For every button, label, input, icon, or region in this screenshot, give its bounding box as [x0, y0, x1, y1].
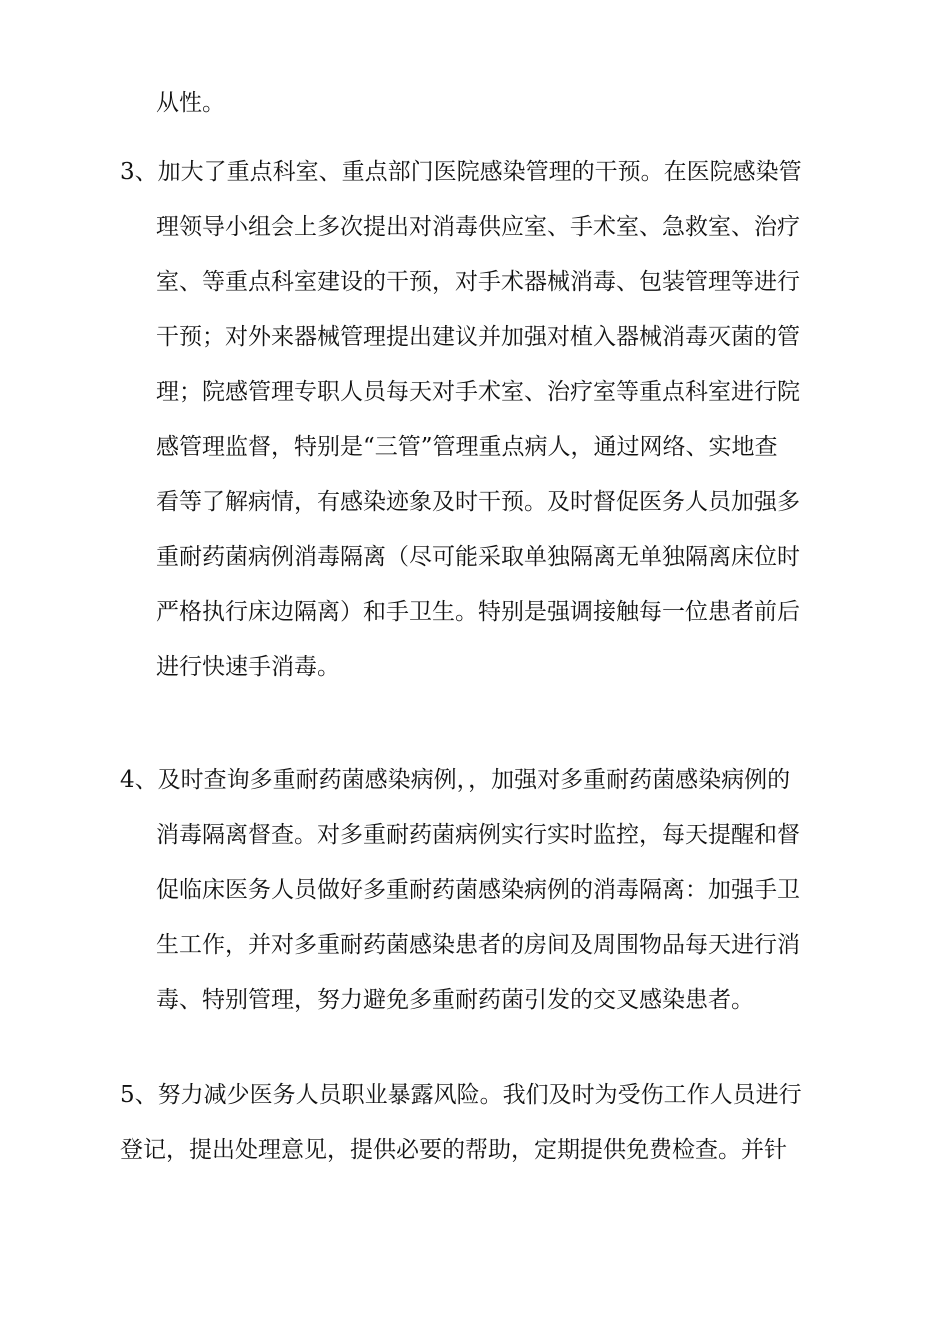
paragraph-4-line: 消毒隔离督查。对多重耐药菌病例实行实时监控，每天提醒和督 [156, 822, 800, 848]
paragraph-5-line: 登记，提出处理意见，提供必要的帮助，定期提供免费检查。并针 [120, 1137, 787, 1163]
paragraph-3-line: 看等了解病情，有感染迹象及时干预。及时督促医务人员加强多 [156, 489, 800, 515]
paragraph-3-line: 干预；对外来器械管理提出建议并加强对植入器械消毒灭菌的管 [156, 324, 800, 350]
paragraph-3-line: 感管理监督，特别是“三管”管理重点病人，通过网络、实地查 [156, 434, 778, 460]
paragraph-3-line: 理；院感管理专职人员每天对手术室、治疗室等重点科室进行院 [156, 379, 800, 405]
paragraph-3-line: 重耐药菌病例消毒隔离（尽可能采取单独隔离无单独隔离床位时 [156, 544, 800, 570]
paragraph-3-line: 3、加大了重点科室、重点部门医院感染管理的干预。在医院感染管 [120, 159, 802, 185]
paragraph-4-line: 生工作，并对多重耐药菌感染患者的房间及周围物品每天进行消 [156, 932, 800, 958]
paragraph-3-line: 室、等重点科室建设的干预，对手术器械消毒、包装管理等进行 [156, 269, 800, 295]
paragraph-4-line: 促临床医务人员做好多重耐药菌感染病例的消毒隔离：加强手卫 [156, 877, 800, 903]
paragraph-4-line: 4、及时查询多重耐药菌感染病例，，加强对多重耐药菌感染病例的 [120, 767, 791, 793]
paragraph-3-line: 严格执行床边隔离）和手卫生。特别是强调接触每一位患者前后 [156, 599, 800, 625]
paragraph-3-line: 进行快速手消毒。 [156, 654, 340, 680]
text-line: 从性。 [156, 90, 225, 116]
paragraph-4-line: 毒、特别管理，努力避免多重耐药菌引发的交叉感染患者。 [156, 987, 754, 1013]
paragraph-5-line: 5、努力减少医务人员职业暴露风险。我们及时为受伤工作人员进行 [120, 1082, 802, 1108]
paragraph-3-line: 理领导小组会上多次提出对消毒供应室、手术室、急救室、治疗 [156, 214, 800, 240]
